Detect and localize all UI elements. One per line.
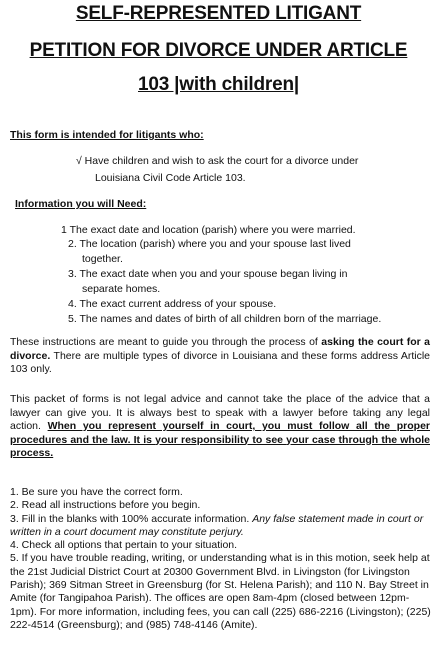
legal-paragraph-text: This packet of forms is not legal advice and cannot take the place of the advice that a lawyer can give you. It is always best to speak with a lawyer before taking any legal action.: [10, 393, 430, 432]
instruction-step-text: 5. If you have trouble reading, writing, or understanding what is in this motion, seek help at the 21st Judicial District Court at 20300 Government Blvd. in Livingston (for Livingston Parish); 369 Sitman Street in Greensburg (for St. Helena Parish); and 110 N. Bay Street in Amite (for Tangipahoa Parish). The offices are open 8am-4pm (closed between 12pm-1pm). For more information, including fees, you can call (225) 686-2216 (Livingston); (225) 222-4514 (Greensburg); and (985) 748-4146 (Amite).: [10, 552, 431, 631]
intended-for-item-line-2: Louisiana Civil Code Article 103.: [95, 172, 246, 184]
instruction-step-text: 4. Check all options that pertain to your situation.: [10, 539, 238, 552]
info-needed-line: 5. The names and dates of birth of all children born of the marriage.: [68, 313, 382, 325]
instruction-steps: [10, 486, 432, 632]
guide-paragraph-emphasis: asking the court for a divorce.: [10, 336, 431, 362]
legal-paragraph-emphasis: When you represent yourself in court, you must follow all the proper procedures and the law. It is your responsibility to see your case through the whole process.: [10, 420, 430, 459]
info-needed-heading: Information you will Need:: [15, 198, 147, 210]
info-needed-line: together.: [82, 253, 123, 265]
info-needed-line: 2. The location (parish) where you and your spouse last lived: [68, 238, 351, 250]
guide-paragraph-text: There are multiple types of divorce in Louisiana and these forms address Article 103 only.: [10, 349, 430, 375]
title-line-2: PETITION FOR DIVORCE UNDER ARTICLE: [29, 40, 408, 61]
info-needed-line: 3. The exact date when you and your spouse began living in: [68, 268, 348, 280]
instruction-step: [10, 539, 432, 552]
guide-paragraph: [10, 336, 430, 377]
instruction-step: [10, 486, 432, 499]
info-needed-line: separate homes.: [82, 283, 161, 295]
instruction-step: [10, 513, 432, 540]
intended-for-item-line-1: √ Have children and wish to ask the court for a divorce under: [76, 155, 359, 167]
instruction-step: [10, 499, 432, 512]
info-needed-line: 4. The exact current address of your spouse.: [68, 298, 277, 310]
instruction-step: [10, 552, 432, 632]
guide-paragraph-text: These instructions are meant to guide you through the process of: [10, 336, 322, 348]
instruction-step-text: 1. Be sure you have the correct form.: [10, 486, 183, 498]
title-line-3: 103 |with children|: [138, 74, 299, 95]
title-line-1: SELF-REPRESENTED LITIGANT: [75, 3, 362, 24]
perjury-warning: Any false statement made in court or written in a court document may constitute perjury.: [10, 512, 424, 538]
legal-paragraph: [10, 393, 430, 461]
instruction-step-text: 3. Fill in the blanks with 100% accurate information.: [10, 512, 253, 525]
intended-for-heading: This form is intended for litigants who:: [10, 129, 204, 141]
instruction-step-text: 2. Read all instructions before you begin.: [10, 499, 201, 512]
info-needed-line: 1 The exact date and location (parish) where you were married.: [61, 224, 356, 236]
